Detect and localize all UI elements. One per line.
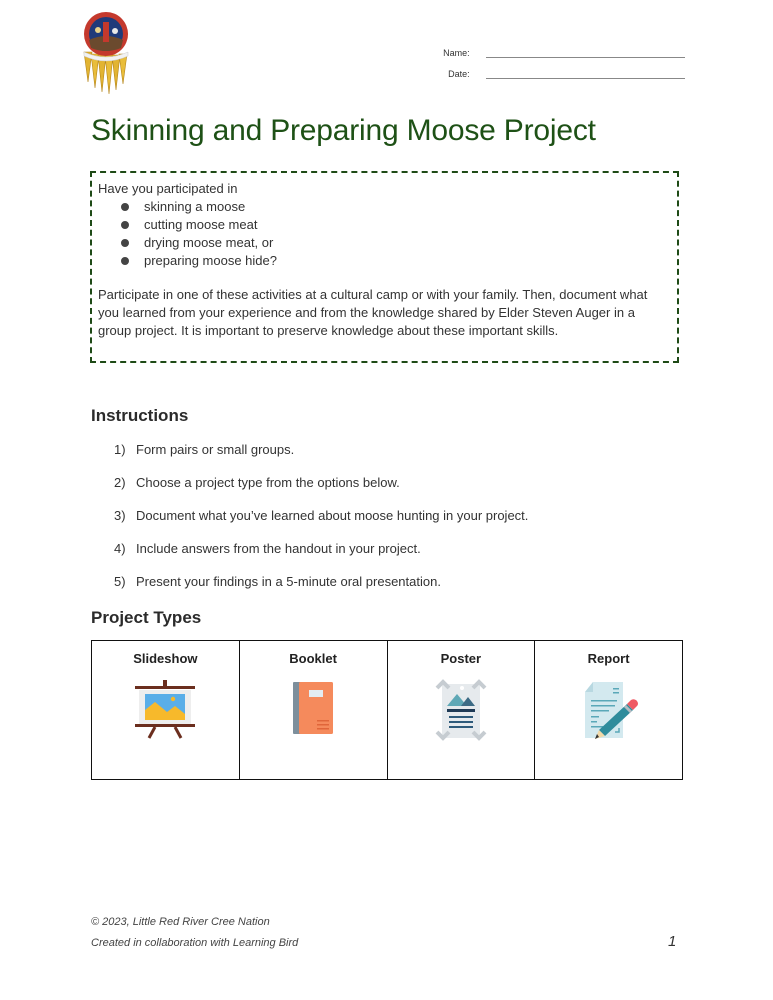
date-field[interactable] <box>415 58 685 79</box>
project-type-booklet <box>240 641 388 779</box>
date-input-line[interactable] <box>486 70 685 79</box>
name-label: Name: <box>443 48 470 58</box>
project-types-table <box>91 640 683 780</box>
list-item: preparing moose hide? <box>98 252 671 270</box>
project-type-label: Poster <box>440 651 482 666</box>
callout-intro: Have you participated in <box>98 181 238 196</box>
credit-text: Created in collaboration with Learning Bird <box>91 937 299 949</box>
date-label: Date: <box>448 69 470 79</box>
page-number: 1 <box>668 933 677 950</box>
poster-icon <box>429 678 493 742</box>
instruction-item: 3) Document what you’ve learned about moose hunting in your project. <box>114 508 529 523</box>
project-type-poster <box>388 641 536 779</box>
project-type-report <box>535 641 682 779</box>
nation-logo <box>78 10 134 96</box>
name-field[interactable] <box>415 37 685 58</box>
callout-box <box>90 171 679 363</box>
list-item: cutting moose meat <box>98 216 671 234</box>
book-icon <box>281 678 345 742</box>
instruction-item: 1) Form pairs or small groups. <box>114 442 295 457</box>
instruction-item: 5) Present your findings in a 5-minute oral presentation. <box>114 574 441 589</box>
instructions-list <box>114 442 528 607</box>
project-type-slideshow <box>92 641 240 779</box>
bullet-icon <box>121 257 129 265</box>
name-input-line[interactable] <box>486 49 685 58</box>
activity-list <box>98 198 671 270</box>
bullet-icon <box>121 221 129 229</box>
project-type-label: Booklet <box>289 651 337 666</box>
report-pencil-icon <box>577 678 641 742</box>
list-item: drying moose meat, or <box>98 234 671 252</box>
copyright-text: © 2023, Little Red River Cree Nation <box>91 916 270 928</box>
instructions-heading: Instructions <box>91 406 189 425</box>
presentation-easel-icon <box>133 678 197 742</box>
callout-paragraph: Participate in one of these activities at a cultural camp or with your family. Then, document what you learned from your experience and from the knowledge shared by Elder Steven Auger in a group project. It is important to preserve knowledge about these important skills. <box>98 287 648 338</box>
bullet-icon <box>121 239 129 247</box>
list-item: skinning a moose <box>98 198 671 216</box>
page-title: Skinning and Preparing Moose Project <box>91 114 596 147</box>
project-types-heading: Project Types <box>91 608 202 627</box>
student-info-fields <box>415 37 685 79</box>
instruction-item: 4) Include answers from the handout in your project. <box>114 541 421 556</box>
project-type-label: Report <box>587 651 630 666</box>
instruction-item: 2) Choose a project type from the options below. <box>114 475 400 490</box>
bullet-icon <box>121 203 129 211</box>
project-type-label: Slideshow <box>133 651 198 666</box>
